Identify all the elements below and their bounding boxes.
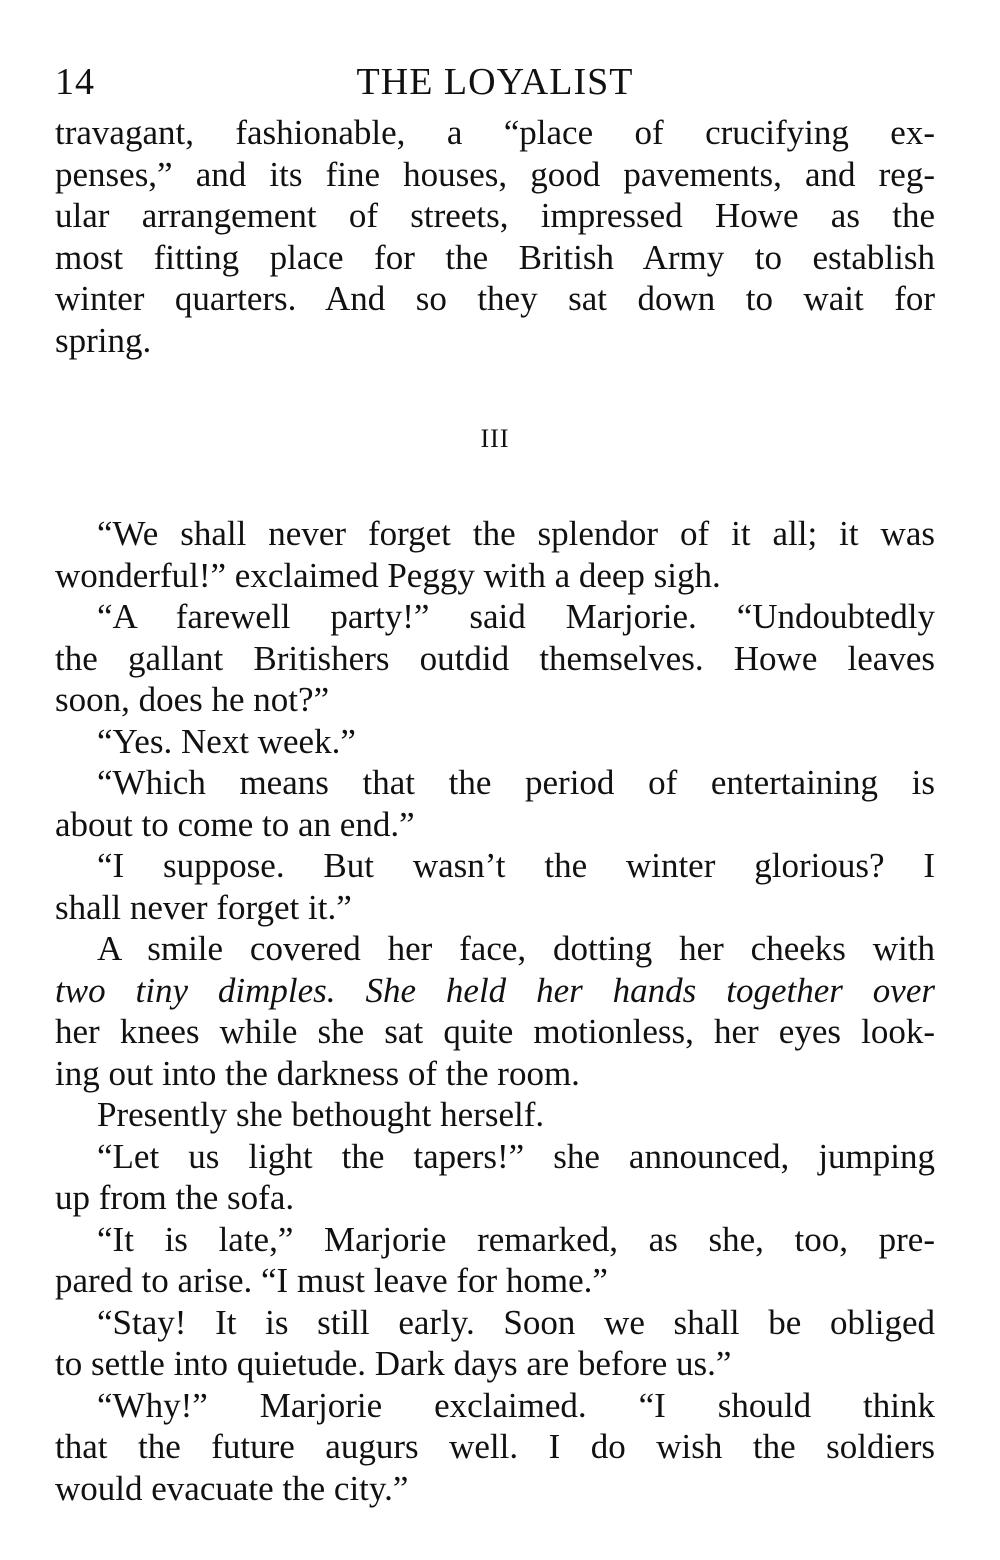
- text-line: the gallant Britishers outdid themselves. Howe leaves: [55, 638, 935, 678]
- text-line: penses,” and its fine houses, good pavements, and reg-: [55, 154, 935, 194]
- paragraph: [55, 513, 935, 596]
- text-line: would evacuate the city.”: [55, 1468, 409, 1508]
- text-line: pared to arise. “I must leave for home.”: [55, 1261, 608, 1300]
- paragraph: [55, 1385, 935, 1510]
- paragraph: [55, 1302, 935, 1385]
- page-number: 14: [55, 61, 95, 103]
- text-line: shall never forget it.”: [55, 887, 352, 927]
- opening-paragraph: [55, 112, 935, 361]
- text-line: soon, does he not?”: [55, 680, 330, 719]
- text-line: to settle into quietude. Dark days are before us.”: [55, 1344, 732, 1383]
- text-line: “It is late,” Marjorie remarked, as she, too, pre-: [97, 1219, 935, 1259]
- text-line: “Let us light the tapers!” she announced, jumping: [97, 1136, 935, 1176]
- text-line: up from the sofa.: [55, 1178, 295, 1217]
- text-line: “Yes. Next week.”: [97, 721, 356, 761]
- text-line: “A farewell party!” said Marjorie. “Undoubtedly: [97, 597, 935, 636]
- text-line: spring.: [55, 320, 152, 360]
- text-line: A smile covered her face, dotting her cheeks with: [97, 929, 935, 968]
- text-line: “Which means that the period of entertaining is: [97, 763, 935, 802]
- book-title: THE LOYALIST: [356, 61, 634, 103]
- text-line: most fitting place for the British Army to establish: [55, 237, 935, 277]
- text-line: “We shall never forget the splendor of it all; it was: [97, 514, 935, 553]
- section-number: III: [480, 424, 510, 453]
- running-head: [55, 52, 935, 112]
- text-line: “Why!” Marjorie exclaimed. “I should think: [97, 1385, 935, 1425]
- text-line: ing out into the darkness of the room.: [55, 1053, 580, 1093]
- paragraph: [55, 596, 935, 721]
- text-line: winter quarters. And so they sat down to wait for: [55, 279, 935, 318]
- paragraph: [55, 1219, 935, 1302]
- paragraph: [55, 721, 935, 763]
- paragraph: [55, 1094, 935, 1136]
- text-line: “I suppose. But wasn’t the winter glorious? I: [97, 846, 935, 885]
- paragraph: [55, 845, 935, 928]
- text-line: “Stay! It is still early. Soon we shall be obliged: [97, 1302, 935, 1342]
- text-line: about to come to an end.”: [55, 804, 415, 844]
- text-line: her knees while she sat quite motionless, her eyes look-: [55, 1012, 935, 1051]
- text-line: ular arrangement of streets, impressed Howe as the: [55, 196, 935, 235]
- text-line: Presently she bethought herself.: [97, 1095, 545, 1134]
- text-line: travagant, fashionable, a “place of crucifying ex-: [55, 113, 935, 152]
- book-page: [55, 52, 935, 1509]
- paragraph: [55, 928, 935, 1094]
- paragraph: [55, 762, 935, 845]
- text-line: wonderful!” exclaimed Peggy with a deep sigh.: [55, 555, 721, 595]
- paragraph: [55, 1136, 935, 1219]
- text-line: that the future augurs well. I do wish the soldiers: [55, 1427, 935, 1466]
- text-line: two tiny dimples. She held her hands together over: [55, 970, 935, 1010]
